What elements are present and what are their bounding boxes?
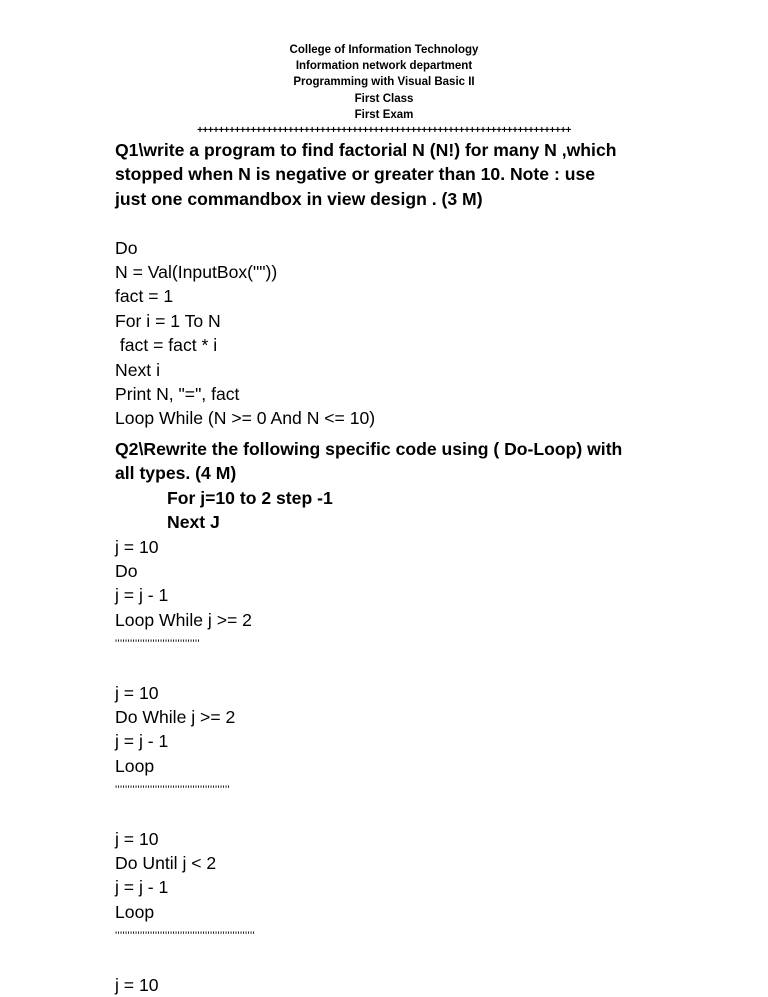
answer3-line: j = 10 — [115, 828, 159, 849]
q2-given-code-line: For j=10 to 2 step -1 — [167, 487, 333, 508]
q1-title-line: stopped when N is negative or greater than 10. Note : use — [115, 164, 596, 185]
q2-given-code-line: Next J — [167, 512, 220, 533]
answer1-line: j = 10 — [115, 536, 159, 557]
q1-title-line: just one commandbox in view design . (3 M) — [115, 188, 483, 209]
q1-code-line: Do — [115, 237, 138, 258]
q1-title-line: Q1\write a program to find factorial N (N!) for many N ,which — [115, 140, 617, 160]
answer-separator: '''''''''''''''''''''''''''''''''''''''''''''''''''''''' — [115, 930, 256, 943]
q1-code-line: Loop While (N >= 0 And N <= 10) — [115, 408, 376, 429]
answer1-line: j = j - 1 — [115, 585, 169, 606]
answer-separator: '''''''''''''''''''''''''''''''''''''''''''''' — [115, 784, 231, 797]
answer1-line: Loop While j >= 2 — [115, 609, 252, 630]
q1-code-line: For i = 1 To N — [115, 310, 221, 331]
answer1-line: Do — [115, 561, 138, 582]
answer3-line: Loop — [115, 901, 155, 922]
q1-code-line: fact = fact * i — [115, 335, 218, 356]
answer-separator: '''''''''''''''''''''''''''''''''' — [115, 638, 201, 651]
answer2-line: j = 10 — [115, 682, 159, 703]
department-name: Information network department — [295, 60, 473, 73]
college-name: College of Information Technology — [289, 44, 479, 56]
answer2-line: Loop — [115, 755, 155, 776]
question-1 — [115, 138, 735, 431]
q1-code-line: N = Val(InputBox("")) — [115, 262, 278, 283]
header-separator: ++++++++++++++++++++++++++++++++++++++++++++++++++++++++++++++++++++++ — [197, 124, 571, 136]
answer3-line: Do Until j < 2 — [115, 853, 217, 874]
answer3-line: j = j - 1 — [115, 877, 169, 898]
q2-title-line: all types. (4 M) — [115, 463, 237, 484]
q1-code-line: Print N, "=", fact — [115, 384, 240, 405]
q2-title-line: Q2\Rewrite the following specific code using ( Do-Loop) with — [115, 439, 623, 459]
course-name: Programming with Visual Basic II — [293, 76, 475, 89]
exam-name: First Exam — [354, 108, 414, 121]
class-name: First Class — [354, 92, 414, 105]
question-2 — [115, 437, 735, 997]
q1-code-line: Next i — [115, 359, 160, 380]
answer2-line: j = j - 1 — [115, 731, 169, 752]
answer2-line: Do While j >= 2 — [115, 707, 236, 728]
q1-code-line: fact = 1 — [115, 286, 174, 307]
document-header — [0, 42, 768, 139]
answer4-line: j = 10 — [115, 974, 159, 995]
